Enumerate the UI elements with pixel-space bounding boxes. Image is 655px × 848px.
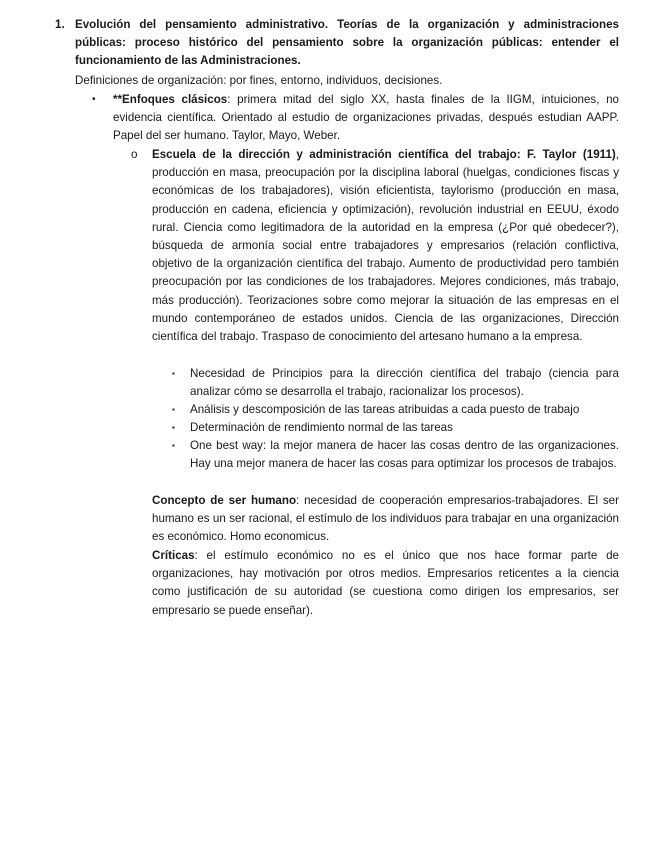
bullet-square-icon: ▪ bbox=[172, 423, 175, 432]
level2-text: , producción en masa, preocupación por la disciplina laboral (huelgas, condiciones fiscas y económicas de los trabajadores), visión eficientista, taylorismo (producción en masa, producción en cadena, eficiencia y optimización), revolución industrial en EEUU, éxodo rural. Ciencia como legitimadora de la autoridad en la empresa (¿Por qué obedecer?), búsqueda de armonía social entre trabajadores y empresarios (relación conflictiva, objetivo de la organización científica del trabajo. Aumento de productividad pero también preocupación por las condiciones de los trabajadores. Mejores condiciones, más trabajo, más producción). Teorizaciones sobre como mejorar la situación de las empresas en el mundo contemporáneo de estados unidos. Ciencia de las organizaciones, Dirección científica del trabajo. Traspaso de conocimiento del artesano humano a la empresa. bbox=[152, 148, 619, 344]
level1-paragraph bbox=[113, 91, 619, 146]
concept-label: Concepto de ser humano bbox=[152, 494, 297, 507]
definitions-line: Definiciones de organización: por fines, entorno, individuos, decisiones. bbox=[75, 74, 443, 87]
concept-paragraph bbox=[152, 492, 619, 547]
bullet-disc-icon: • bbox=[92, 94, 96, 105]
bullet-square-icon: ▪ bbox=[172, 405, 175, 414]
critics-label: Críticas bbox=[152, 549, 195, 562]
level3-item: Análisis y descomposición de las tareas atribuidas a cada puesto de trabajo bbox=[190, 403, 580, 416]
level3-item: Determinación de rendimiento normal de las tareas bbox=[190, 421, 453, 434]
level3-item: Necesidad de Principios para la dirección científica del trabajo (ciencia para analizar cómo se desarrolla el trabajo, racionalizar los procesos). bbox=[190, 367, 619, 399]
level1-label: **Enfoques clásicos bbox=[113, 93, 228, 106]
bullet-square-icon: ▪ bbox=[172, 369, 175, 378]
section-heading: Evolución del pensamiento administrativo. Teorías de la organización y administraciones públicas: proceso histórico del pensamiento sobre la organización públicas: entender el funcionamiento de las Administraciones. bbox=[75, 18, 619, 68]
level1-text: : primera mitad del siglo XX, hasta finales de la IIGM, intuiciones, no evidencia científica. Orientado al estudio de organizaciones privadas, después estudian AAPP. Papel del ser humano. Taylor, Mayo, Weber. bbox=[113, 93, 620, 143]
critics-text: : el estímulo económico no es el único que nos hace formar parte de organizaciones, hay motivación por otros medios. Empresarios reticentes a la ciencia como justificación de su autoridad (se cuestiona como dirigen los empresarios, ser empresario se puede enseñar). bbox=[152, 549, 619, 617]
concept-text: : necesidad de cooperación empresarios-trabajadores. El ser humano es un ser racional, el estímulo de los individuos para trabajar en una organización es económico. Homo economicus. bbox=[152, 494, 619, 544]
level2-paragraph bbox=[152, 146, 619, 346]
level3-item: One best way: la mejor manera de hacer las cosas dentro de las organizaciones. Hay una mejor manera de hacer las cosas para optimizar los procesos de trabajos. bbox=[190, 439, 619, 471]
critics-paragraph bbox=[152, 547, 619, 620]
section-number: 1. bbox=[55, 18, 65, 31]
bullet-circle-icon: o bbox=[131, 148, 138, 161]
level2-label: Escuela de la dirección y administración científica del trabajo: F. Taylor (1911) bbox=[152, 148, 616, 161]
bullet-square-icon: ▪ bbox=[172, 441, 175, 450]
